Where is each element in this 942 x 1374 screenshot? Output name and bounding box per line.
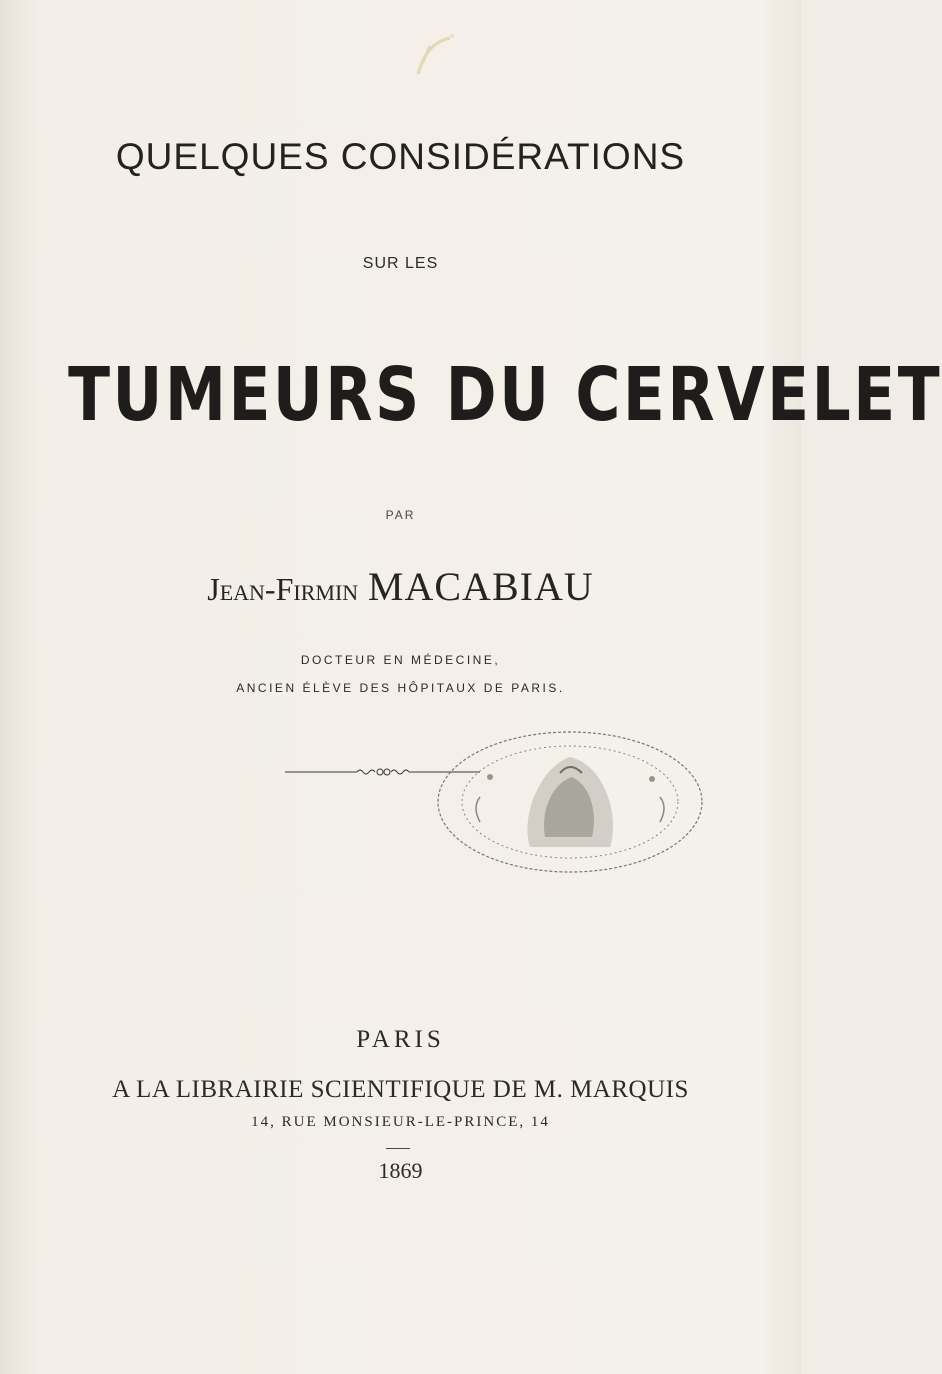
degree-line-2: ANCIEN ÉLÈVE DES HÔPITAUX DE PARIS. [236, 681, 565, 695]
author-last-name: MACABIAU [367, 564, 594, 609]
publisher-line: A LA LIBRAIRIE SCIENTIFIQUE DE M. MARQUIS [112, 1076, 689, 1103]
sur-les-text: SUR LES [362, 255, 439, 272]
par-text: PAR [385, 508, 416, 522]
title-line-1: QUELQUES CONSIDÉRATIONS [115, 136, 686, 177]
library-seal-stamp [420, 727, 720, 877]
faded-stamp-mark [380, 24, 500, 94]
city-name: PARIS [356, 1026, 445, 1053]
main-title: TUMEURS DU CERVELET [68, 352, 942, 438]
degree-line-1: DOCTEUR EN MÉDECINE, [300, 653, 501, 667]
author-name [0, 563, 801, 610]
publisher-address: 14, RUE MONSIEUR-LE-PRINCE, 14 [251, 1114, 550, 1130]
publication-year: 1869 [378, 1158, 423, 1183]
author-first-name: Jean-Firmin [207, 571, 359, 607]
short-rule-divider [386, 1148, 410, 1149]
